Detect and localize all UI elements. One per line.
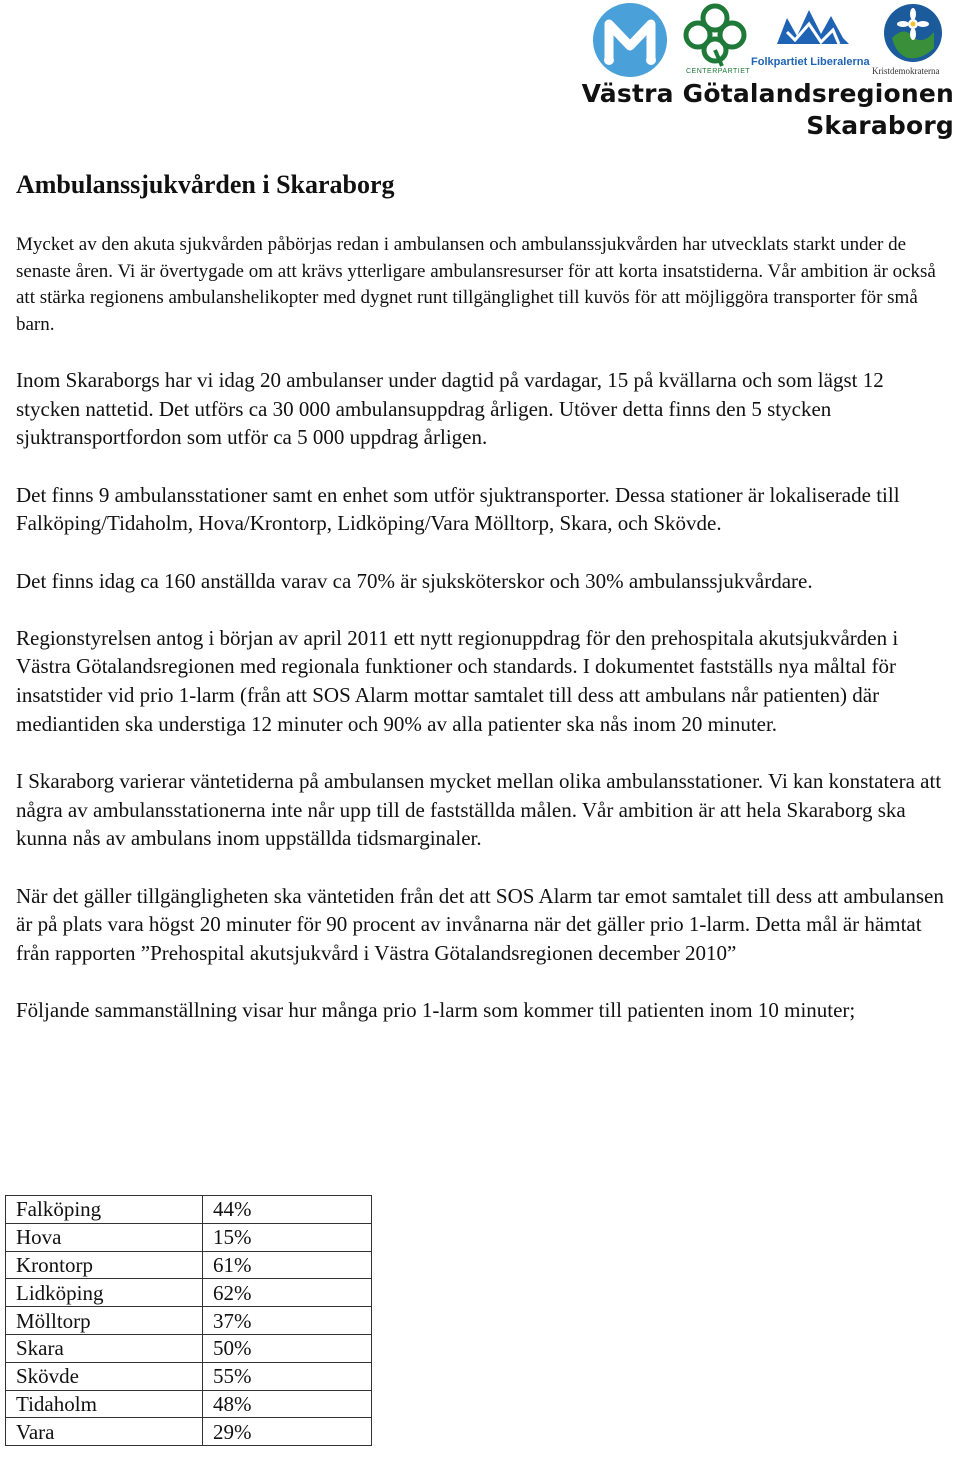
station-name: Skara — [6, 1334, 203, 1362]
station-percent: 61% — [203, 1251, 372, 1279]
table-row — [6, 1307, 372, 1335]
kristdemokraterna-label: Kristdemokraterna — [872, 66, 940, 76]
station-name: Hova — [6, 1223, 203, 1251]
station-name: Vara — [6, 1418, 203, 1446]
paragraph-ambulances: Inom Skaraborgs har vi idag 20 ambulanser under dagtid på vardagar, 15 på kvällarna och som lägst 12 stycken nattetid. Det utförs ca 30 000 ambulansuppdrag årligen. Utöver detta finns den 5 stycken sjuktransportfordon som utför ca 5 000 uppdrag årligen. — [16, 368, 884, 450]
folkpartiet-logo — [773, 6, 853, 56]
paragraph-accessibility: När det gäller tillgängligheten ska väntetiden från det att SOS Alarm tar emot samtalet till dess att ambulansen är på plats vara högst 20 minuter för 90 procent av invånarna när det gäller prio 1-larm. Detta mål är hämtat från rapporten ”Prehospital akutsjukvård i Västra Götalandsregionen december 2010” — [16, 883, 944, 966]
station-percent: 15% — [203, 1223, 372, 1251]
station-name: Falköping — [6, 1196, 203, 1224]
paragraph-waiting-times: I Skaraborg varierar väntetiderna på ambulansen mycket mellan olika ambulansstationer. Vi kan konstatera att några av ambulansstationerna inte når upp till de fastställda målen. Vår ambition är att hela Skaraborg ska kunna nås av ambulans inom uppställda tidsmarginaler. — [16, 769, 942, 851]
station-name: Lidköping — [6, 1279, 203, 1307]
centerpartiet-label: CENTERPARTIET — [686, 68, 751, 75]
region-heading — [582, 78, 954, 142]
intro-paragraph: Mycket av den akuta sjukvården påbörjas redan i ambulansen och ambulanssjukvården har utvecklats starkt under de senaste åren. Vi är övertygade om att krävs ytterligare ambulansresurser för att korta insatstiderna. Vår ambition är också att stärka regionens ambulanshelikopter med dygnet runt tillgänglighet till kuvös för att möjliggöra transporter för små barn. — [16, 234, 936, 335]
paragraph-staff: Det finns idag ca 160 anställda varav ca 70% är sjuksköterskor och 30% ambulanssjukvårdare. — [16, 568, 813, 593]
paragraph-regional-assignment: Regionstyrelsen antog i början av april 2011 ett nytt regionuppdrag för den prehospitala akutsjukvården i Västra Götalandsregionen med regionala funktioner och standards. I dokumentet fastställs nya måltal för insatstider vid prio 1-larm (från att SOS Alarm mottar samtalet till dess att ambulans når patienten) där mediantiden ska understiga 12 minuter och 90% av alla patienter ska nås inom 20 minuter. — [16, 625, 899, 736]
station-percent: 55% — [203, 1362, 372, 1390]
table-row — [6, 1251, 372, 1279]
table-row — [6, 1279, 372, 1307]
station-percent: 29% — [203, 1418, 372, 1446]
table-row — [6, 1418, 372, 1446]
station-percent: 50% — [203, 1334, 372, 1362]
station-table — [5, 1195, 372, 1446]
table-row — [6, 1334, 372, 1362]
region-subname: Skaraborg — [806, 111, 954, 140]
folkpartiet-label: Folkpartiet Liberalerna — [751, 56, 870, 68]
centerpartiet-logo — [682, 2, 748, 68]
station-percent: 37% — [203, 1307, 372, 1335]
station-name: Mölltorp — [6, 1307, 203, 1335]
region-name: Västra Götalandsregionen — [581, 79, 954, 108]
station-name: Tidaholm — [6, 1390, 203, 1418]
station-percent: 48% — [203, 1390, 372, 1418]
paragraph-stations: Det finns 9 ambulansstationer samt en enhet som utför sjuktransporter. Dessa stationer är lokaliserade till Falköping/Tidaholm, Hova/Krontorp, Lidköping/Vara Mölltorp, Skara, och Skövde. — [16, 482, 900, 536]
table-intro: Följande sammanställning visar hur många prio 1-larm som kommer till patienten inom 10 minuter; — [16, 998, 856, 1023]
station-percent: 62% — [203, 1279, 372, 1307]
page-title: Ambulanssjukvården i Skaraborg — [16, 170, 395, 199]
table-row — [6, 1196, 372, 1224]
table-row — [6, 1362, 372, 1390]
station-name: Skövde — [6, 1362, 203, 1390]
station-percent: 44% — [203, 1196, 372, 1224]
moderaterna-logo — [592, 2, 668, 78]
station-name: Krontorp — [6, 1251, 203, 1279]
kristdemokraterna-logo — [882, 2, 944, 64]
table-row — [6, 1390, 372, 1418]
table-row — [6, 1223, 372, 1251]
body-text — [16, 366, 946, 1025]
